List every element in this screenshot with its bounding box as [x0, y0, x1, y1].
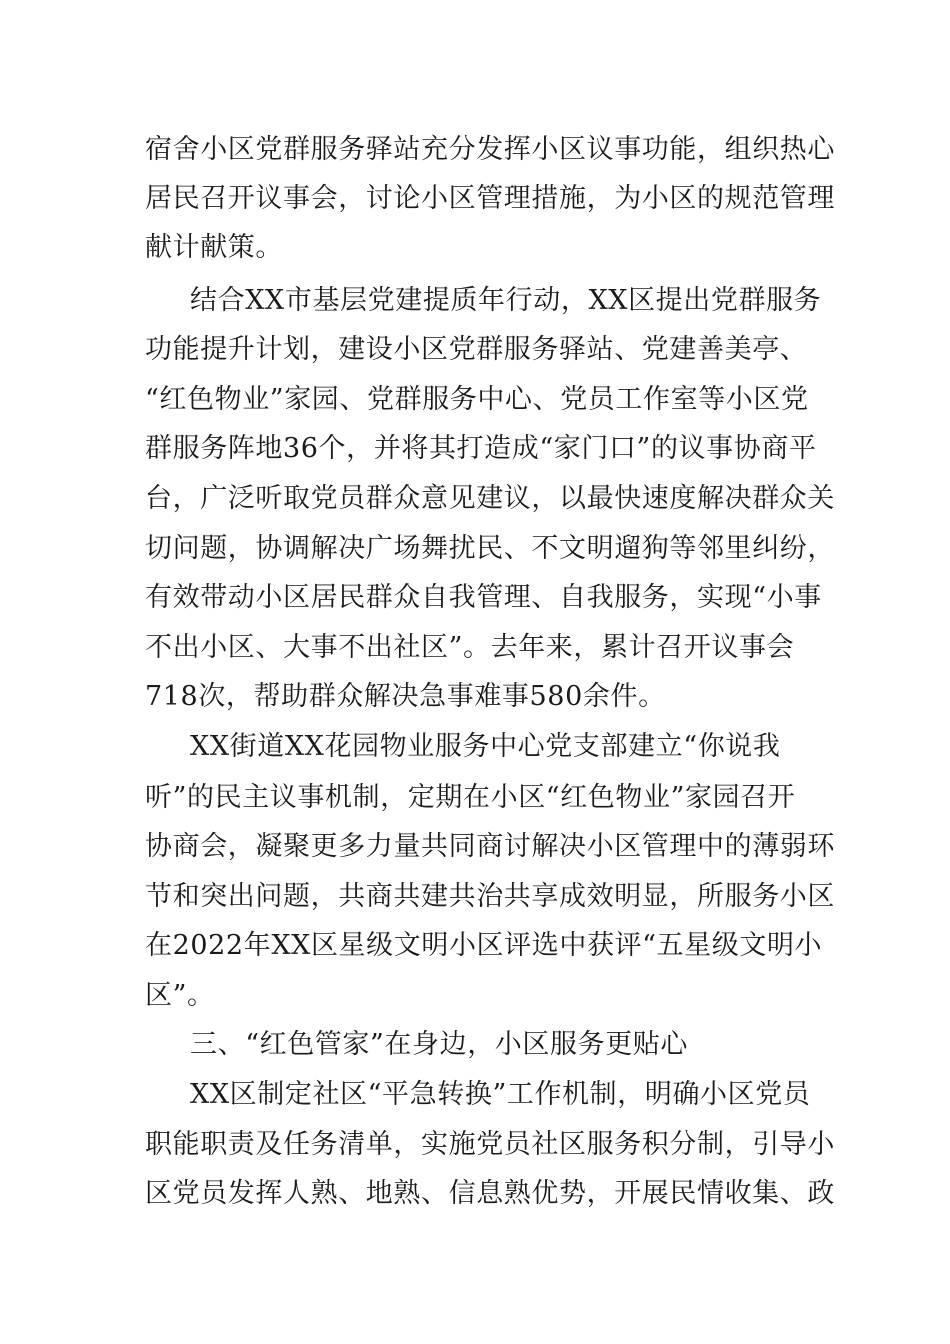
text-line: “红色物业”家园、党群服务中心、党员工作室等小区党 — [145, 384, 809, 415]
text-line: 节和突出问题，共商共建共治共享成效明显，所服务小区 — [145, 881, 835, 912]
text-line: 献计献策。 — [145, 232, 283, 263]
text-line: 职能职责及任务清单，实施党员社区服务积分制，引导小 — [145, 1129, 835, 1160]
text-line: 群服务阵地36个，并将其打造成“家门口”的议事协商平 — [145, 433, 817, 464]
paragraph-first-line: XX区制定社区“平急转换”工作机制，明确小区党员 — [190, 1079, 811, 1110]
text-line: 居民召开议事会，讨论小区管理措施，为小区的规范管理 — [145, 183, 835, 214]
text-line: 718次，帮助群众解决急事难事580余件。 — [145, 681, 666, 712]
text-line: 台，广泛听取党员群众意见建议，以最快速度解决群众关 — [145, 483, 835, 514]
text-line: 功能提升计划，建设小区党群服务驿站、党建善美亭、 — [145, 334, 808, 365]
text-line: 听”的民主议事机制，定期在小区“红色物业”家园召开 — [145, 782, 796, 813]
text-line: 切问题，协调解决广场舞扰民、不文明遛狗等邻里纠纷， — [145, 533, 835, 564]
section-heading: 三、“红色管家”在身边，小区服务更贴心 — [190, 1029, 689, 1060]
text-line: 区党员发挥人熟、地熟、信息熟优势，开展民情收集、政 — [145, 1178, 835, 1209]
paragraph-first-line: 结合XX市基层党建提质年行动，XX区提出党群服务 — [190, 285, 822, 316]
text-line: 在2022年XX区星级文明小区评选中获评“五星级文明小 — [145, 930, 823, 961]
text-line: 协商会，凝聚更多力量共同商讨解决小区管理中的薄弱环 — [145, 831, 835, 862]
text-line: 有效带动小区居民群众自我管理、自我服务，实现“小事 — [145, 582, 822, 613]
text-line: 区”。 — [145, 980, 215, 1011]
text-line: 不出小区、大事不出社区”。去年来，累计召开议事会 — [145, 632, 795, 663]
text-line: 宿舍小区党群服务驿站充分发挥小区议事功能，组织热心 — [145, 134, 835, 165]
paragraph-first-line: XX街道XX花园物业服务中心党支部建立“你说我 — [190, 731, 781, 762]
